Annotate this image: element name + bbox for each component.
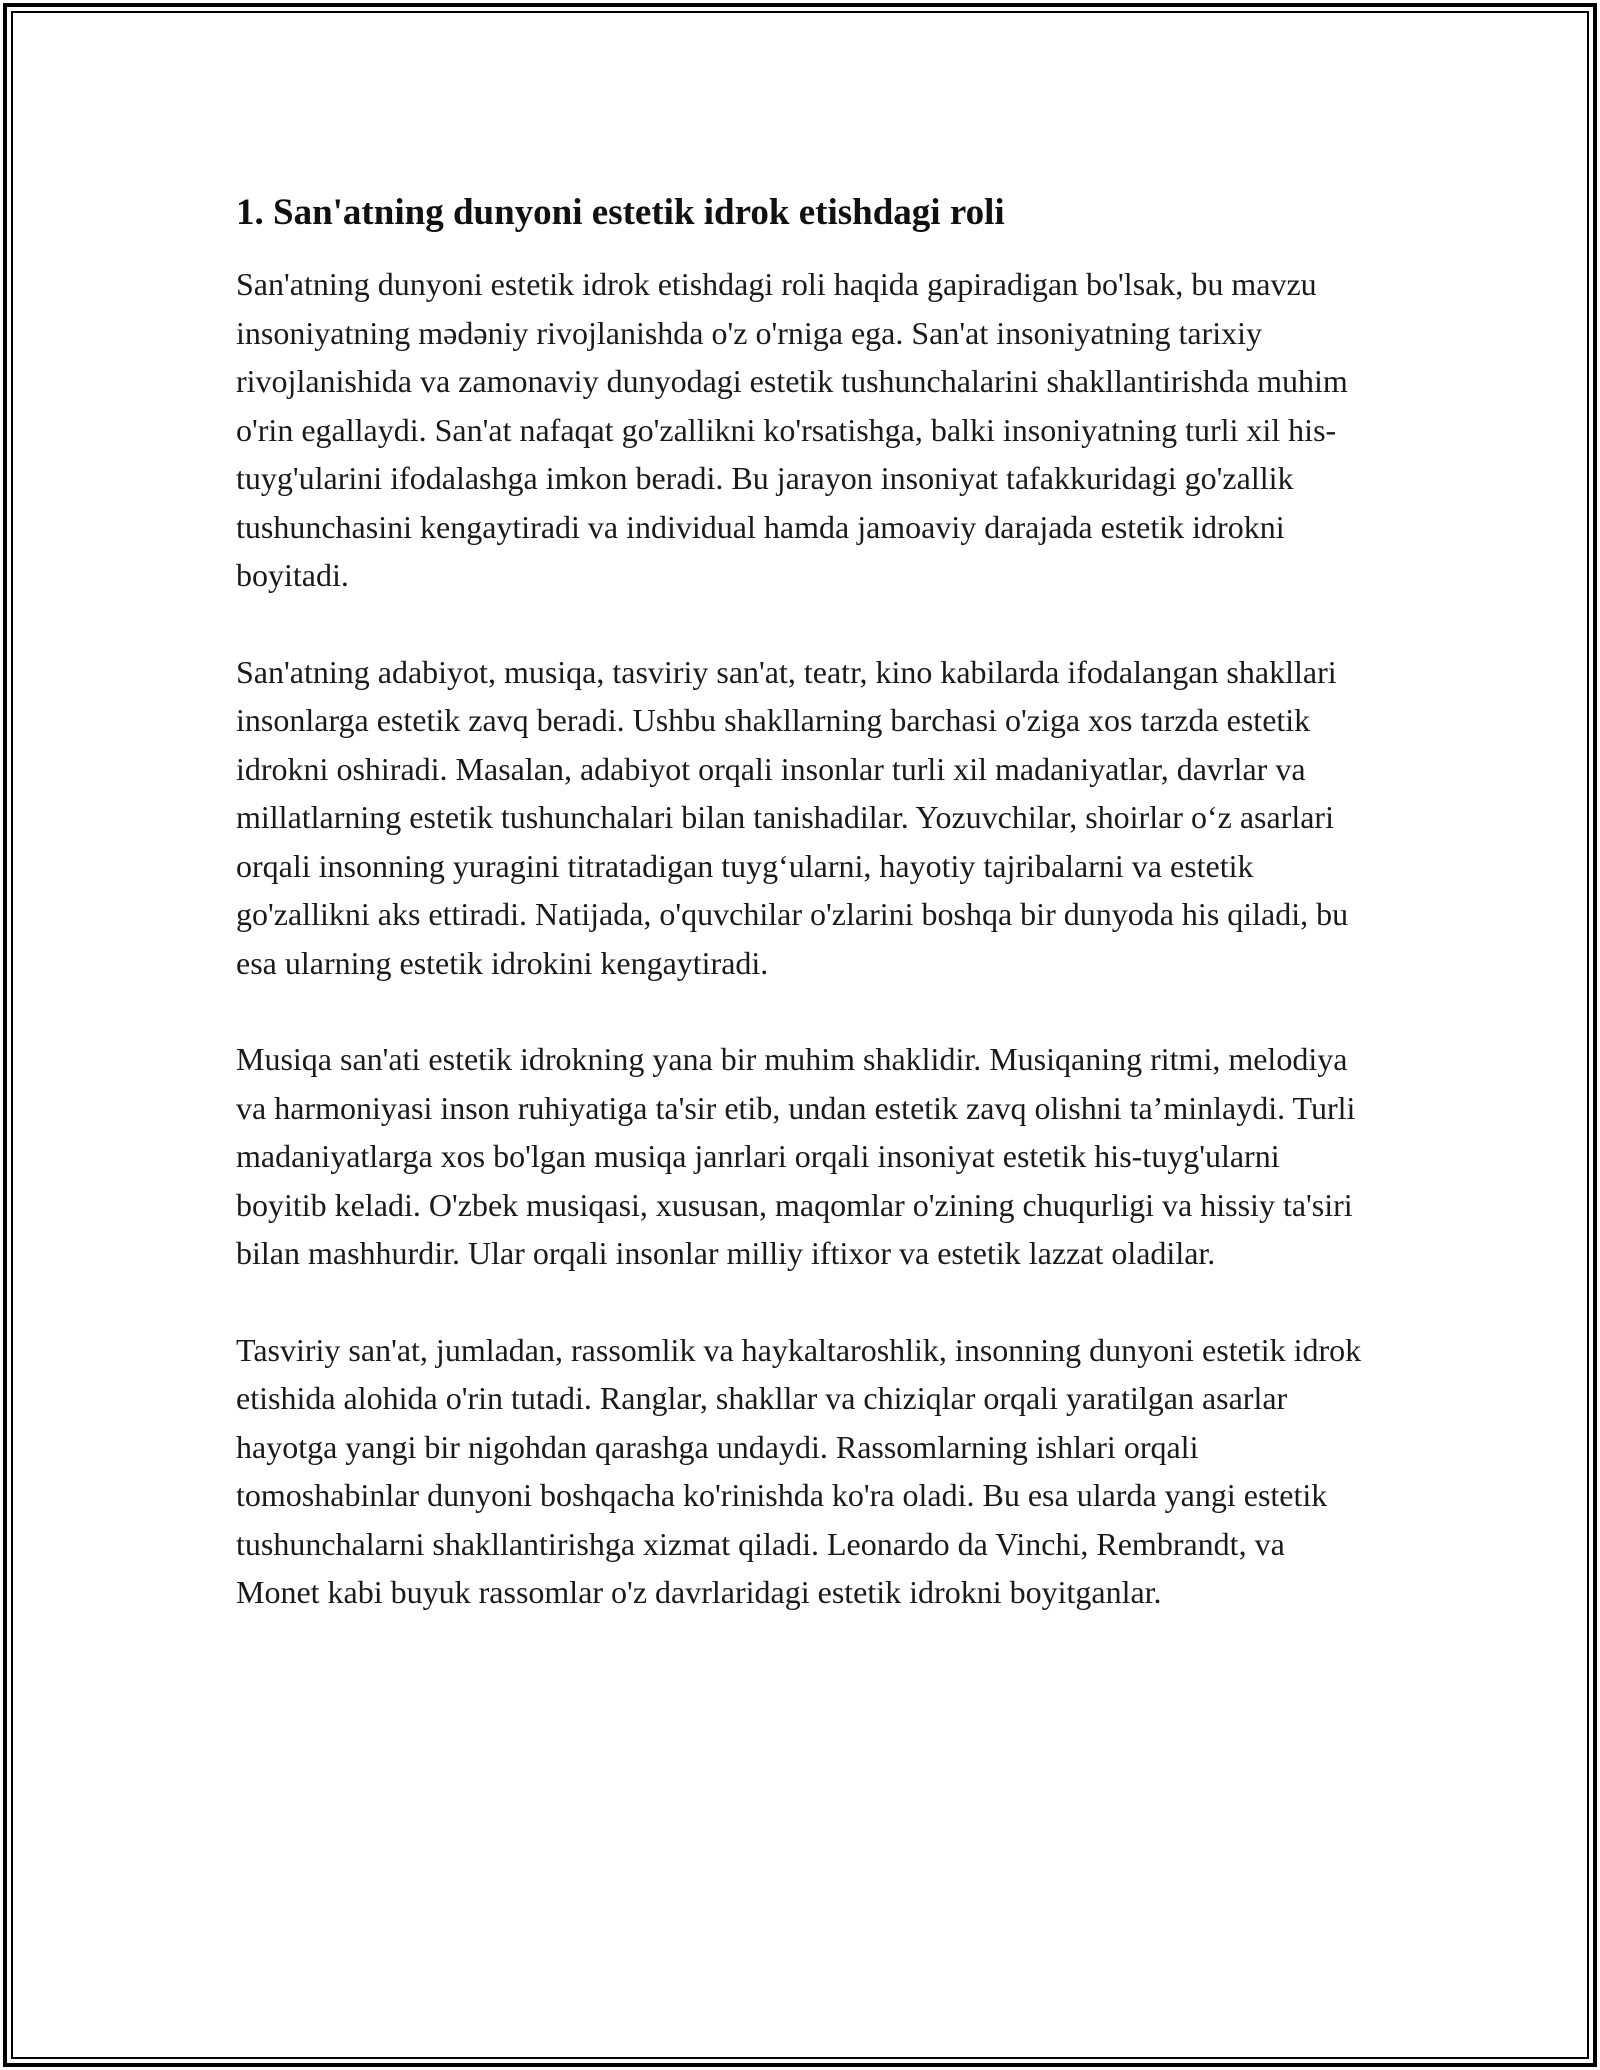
section-heading: 1. San'atning dunyoni estetik idrok etishdagi roli bbox=[236, 192, 1005, 233]
paragraph-1: San'atning dunyoni estetik idrok etishdagi roli haqida gapiradigan bo'lsak, bu mavzu insoniyatning mədəniy rivojlanishda o'z o'rniga ega. San'at insoniyatning tarixiy rivojlanishida va zamonaviy dunyodagi estetik tushunchalarini shakllantirishda muhim o'rin egallaydi. San'at nafaqat go'zallikni ko'rsatishga, balki insoniyatning turli xil his-tuyg'ularini ifodalashga imkon beradi. Bu jarayon insoniyat tafakkuridagi go'zallik tushunchasini kengaytiradi va individual hamda jamoaviy darajada estetik idrokni boyitadi. bbox=[236, 266, 1348, 593]
paragraph-2: San'atning adabiyot, musiqa, tasviriy san'at, teatr, kino kabilarda ifodalangan shakllari insonlarga estetik zavq beradi. Ushbu shakllarning barchasi o'ziga xos tarzda estetik idrokni oshiradi. Masalan, adabiyot orqali insonlar turli xil madaniyatlar, davrlar va millatlarning estetik tushunchalari bilan tanishadilar. Yozuvchilar, shoirlar o‘z asarlari orqali insonning yuragini titratadigan tuyg‘ularni, hayotiy tajribalarni va estetik go'zallikni aks ettiradi. Natijada, o'quvchilar o'zlarini boshqa bir dunyoda his qiladi, bu esa ularning estetik idrokini kengaytiradi. bbox=[236, 653, 1349, 981]
document-body bbox=[236, 186, 1376, 1665]
paragraph-3: Musiqa san'ati estetik idrokning yana bir muhim shaklidir. Musiqaning ritmi, melodiya va harmoniyasi inson ruhiyatiga ta'sir etib, undan estetik zavq olishni ta’minlaydi. Turli madaniyatlarga xos bo'lgan musiqa janrlari orqali insoniyat estetik his-tuyg'ularni boyitib keladi. O'zbek musiqasi, xususan, maqomlar o'zining chuqurligi va hissiy ta'siri bilan mashhurdir. Ular orqali insonlar milliy iftixor va estetik lazzat oladilar. bbox=[236, 1041, 1356, 1271]
paragraph-4: Tasviriy san'at, jumladan, rassomlik va haykaltaroshlik, insonning dunyoni estetik idrok etishida alohida o'rin tutadi. Ranglar, shakllar va chiziqlar orqali yaratilgan asarlar hayotga yangi bir nigohdan qarashga undaydi. Rassomlarning ishlari orqali tomoshabinlar dunyoni boshqacha ko'rinishda ko'ra oladi. Bu esa ularda yangi estetik tushunchalarni shakllantirishga xizmat qiladi. Leonardo da Vinchi, Rembrandt, va Monet kabi buyuk rassomlar o'z davrlaridagi estetik idrokni boyitganlar. bbox=[236, 1331, 1362, 1610]
